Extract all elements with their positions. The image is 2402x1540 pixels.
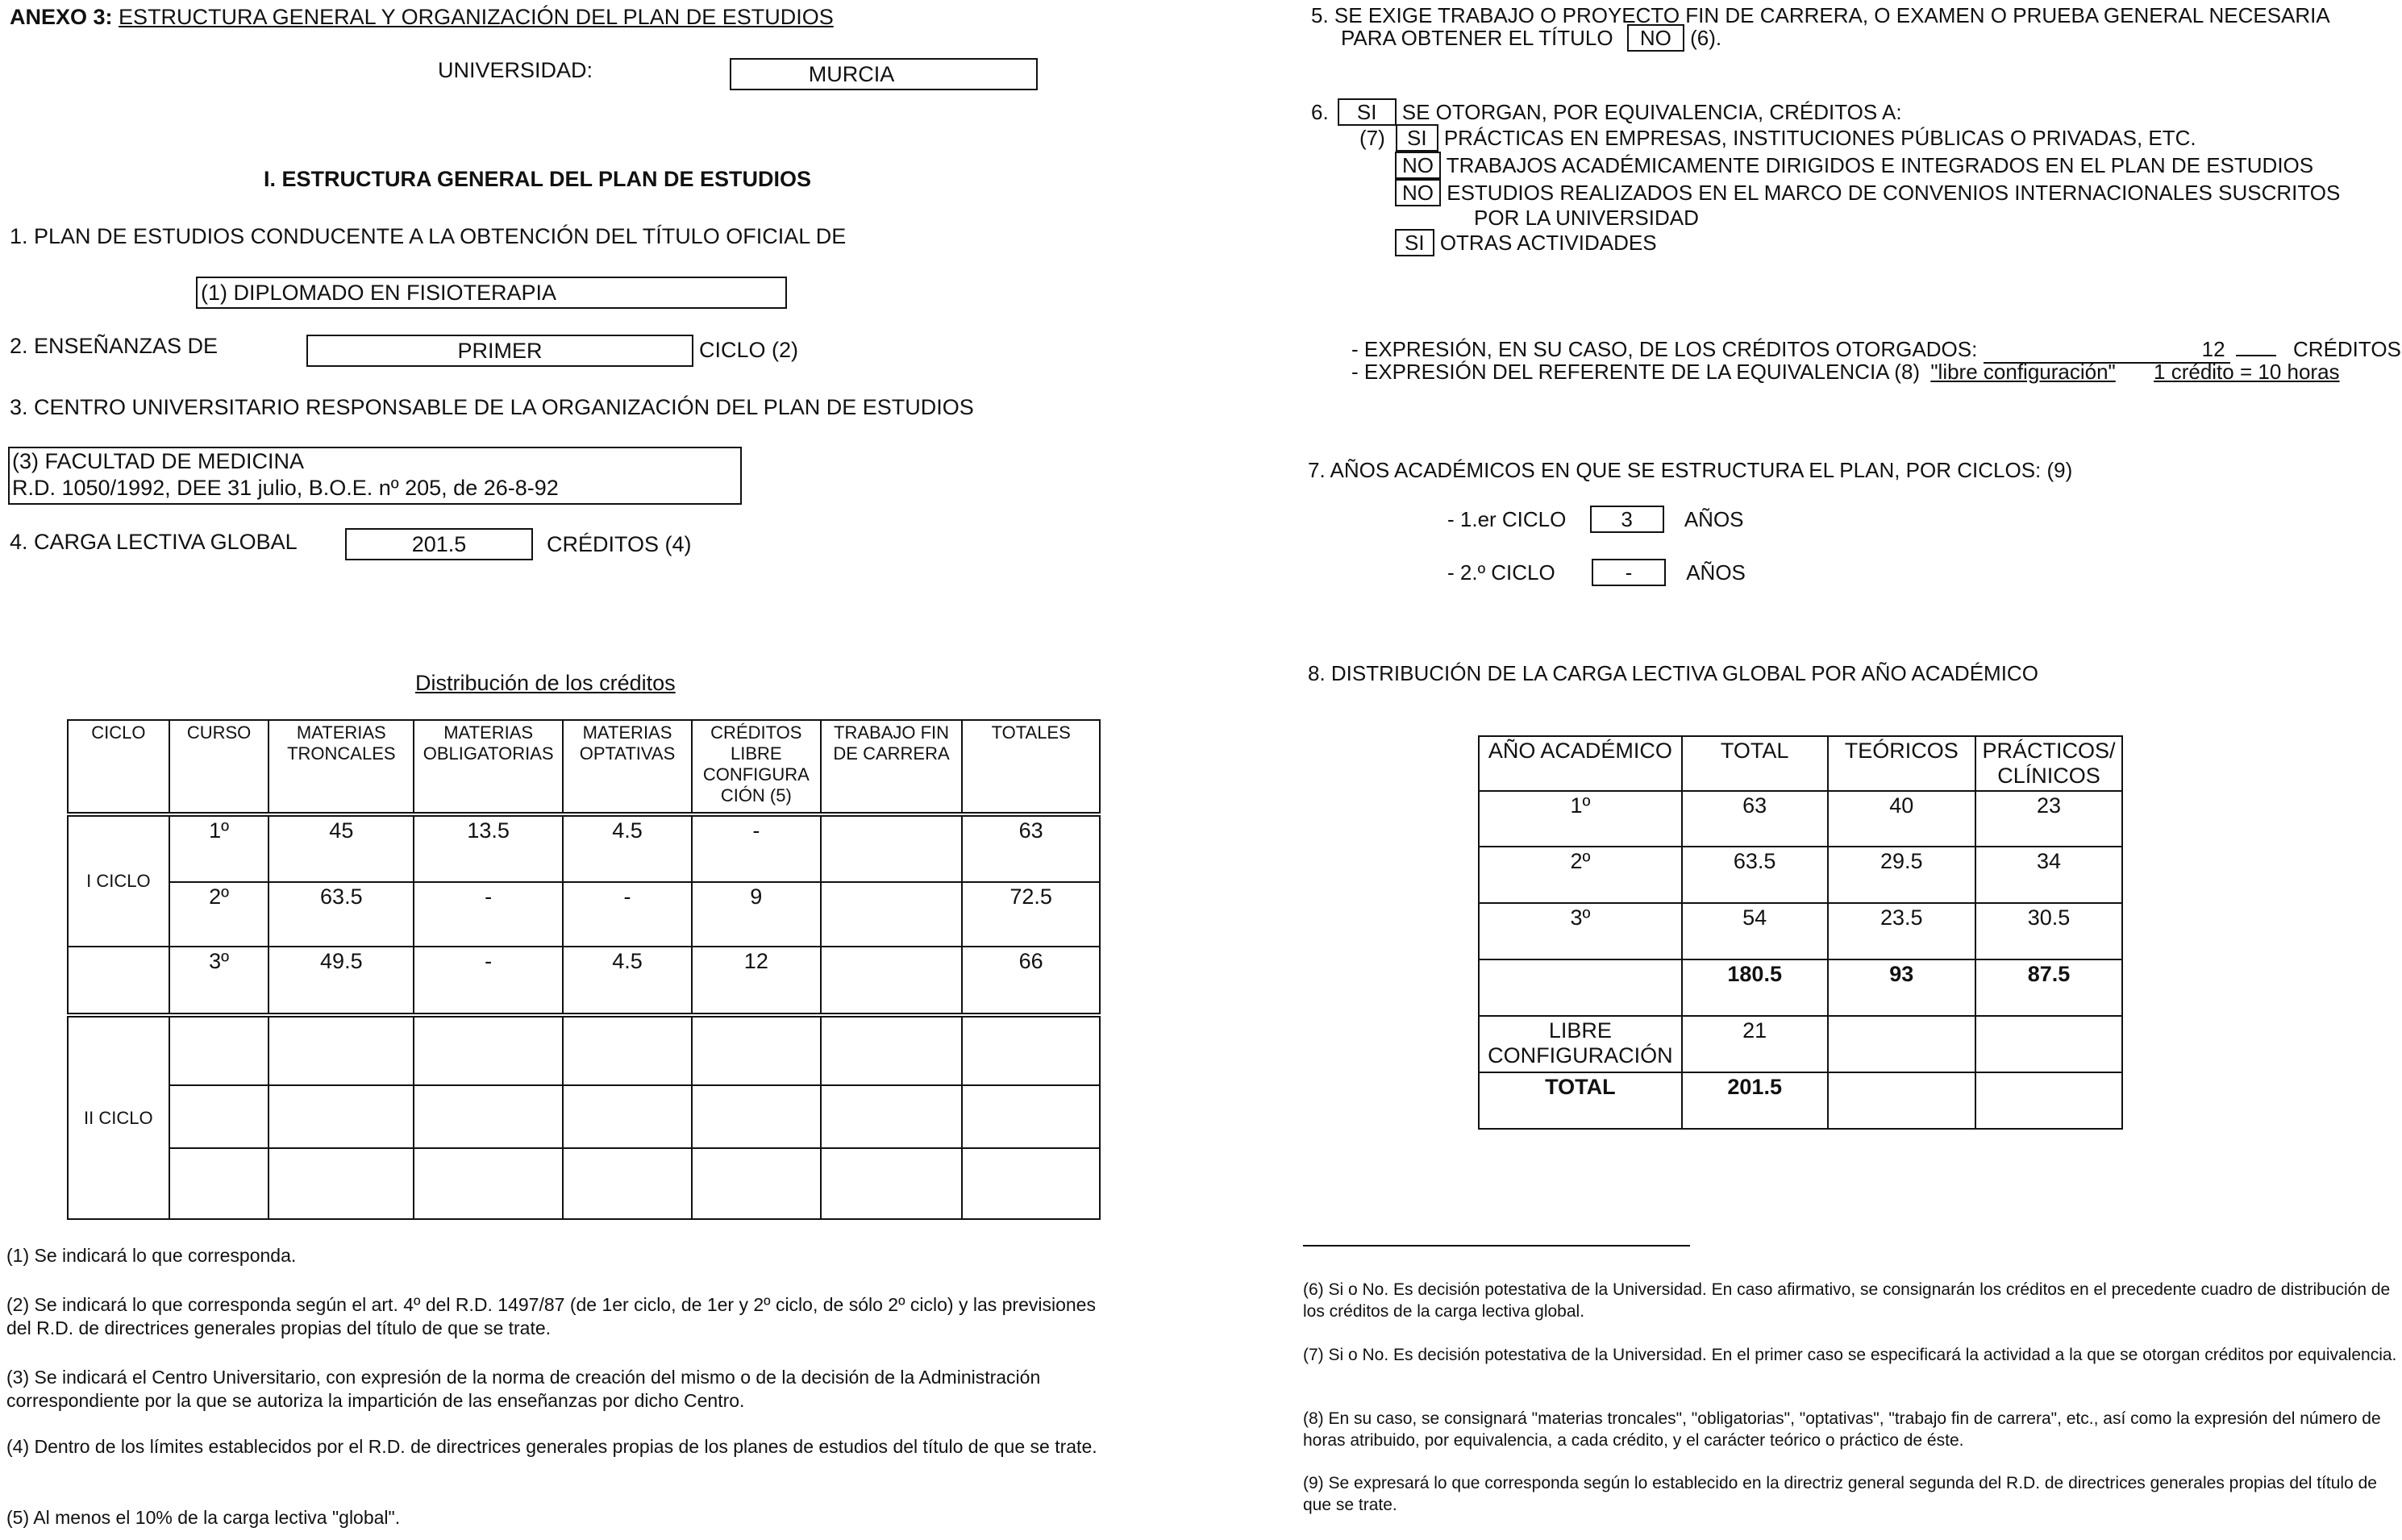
table-row bbox=[1479, 903, 2122, 959]
table-cell bbox=[821, 947, 963, 1015]
table-cell: 2º bbox=[169, 882, 269, 947]
libre-value: 21 bbox=[1682, 1016, 1828, 1072]
header-cell: TOTAL bbox=[1682, 736, 1828, 791]
cycle-value: PRIMER bbox=[457, 339, 543, 363]
option-row bbox=[1359, 229, 2340, 256]
equivalence-reference-label: - EXPRESIÓN DEL REFERENTE DE LA EQUIVALENCIA (8) bbox=[1351, 360, 1921, 384]
university-field bbox=[730, 58, 1038, 90]
degree-field bbox=[196, 277, 787, 309]
table-cell: 63 bbox=[962, 814, 1100, 882]
equivalence-options bbox=[1359, 124, 2340, 256]
table-row bbox=[68, 814, 1100, 882]
option-row bbox=[1359, 124, 2340, 152]
footnote-1: (1) Se indicará lo que corresponda. bbox=[6, 1245, 297, 1266]
annex-title: ESTRUCTURA GENERAL Y ORGANIZACIÓN DEL PLAN DE ESTUDIOS bbox=[119, 5, 834, 29]
option-value: NO bbox=[1395, 152, 1441, 179]
table-row bbox=[1479, 847, 2122, 903]
cycle-label: II CICLO bbox=[68, 1015, 169, 1219]
total-label: TOTAL bbox=[1479, 1072, 1682, 1129]
table-cell: 40 bbox=[1828, 791, 1976, 847]
cycle2-value: - bbox=[1592, 559, 1666, 586]
libre-label: LIBRE CONFIGURACIÓN bbox=[1479, 1016, 1682, 1072]
cycle1-label: - 1.er CICLO bbox=[1447, 507, 1567, 531]
table-cell bbox=[821, 814, 963, 882]
item6-label: SE OTORGAN, POR EQUIVALENCIA, CRÉDITOS A: bbox=[1401, 100, 1902, 124]
table-cell: 23 bbox=[1975, 791, 2122, 847]
table-cell: 66 bbox=[962, 947, 1100, 1015]
subtotal-row bbox=[1479, 959, 2122, 1016]
item5-line1: 5. SE EXIGE TRABAJO O PROYECTO FIN DE CARRERA, O EXAMEN O PRUEBA GENERAL NECESARIA bbox=[1311, 3, 2330, 27]
footnote-8: (8) En su caso, se consignará "materias troncales", "obligatorias", "optativas", "trabajo fin de carrera", etc., así como la expresión del número de horas atribuido, por equivalencia, a cada crédito, y el carácter teórico o práctico de éste. bbox=[1303, 1409, 2381, 1450]
header-cell: CICLO bbox=[68, 720, 169, 814]
header-cell: AÑO ACADÉMICO bbox=[1479, 736, 1682, 791]
table-cell: 34 bbox=[1975, 847, 2122, 903]
centre-name: (3) FACULTAD DE MEDICINA bbox=[12, 449, 305, 473]
equivalence-value: SI bbox=[1338, 98, 1397, 126]
table-cell: 63 bbox=[1682, 791, 1828, 847]
footnote-6: (6) Si o No. Es decisión potestativa de la Universidad. En caso afirmativo, se consignarán los créditos en el precedente cuadro de distribución de los créditos de la carga lectiva global. bbox=[1303, 1280, 2391, 1321]
equivalence-hours: 1 crédito = 10 horas bbox=[2154, 360, 2340, 384]
table-row bbox=[68, 1148, 1100, 1219]
total-row bbox=[1479, 1072, 2122, 1129]
table-cell: 93 bbox=[1828, 959, 1976, 1016]
credits-awarded-unit: CRÉDITOS bbox=[2293, 337, 2401, 361]
option-value: NO bbox=[1395, 179, 1441, 206]
cycle-field bbox=[306, 335, 693, 367]
header-cell: TRABAJO FIN DE CARRERA bbox=[821, 720, 963, 814]
final-project-value: NO bbox=[1627, 24, 1684, 52]
table-row bbox=[1479, 1016, 2122, 1072]
cycle-label: I CICLO bbox=[68, 814, 169, 947]
table-cell: 63.5 bbox=[269, 882, 414, 947]
table-cell bbox=[1479, 959, 1682, 1016]
option-label: PRÁCTICAS EN EMPRESAS, INSTITUCIONES PÚBLICAS O PRIVADAS, ETC. bbox=[1443, 126, 2196, 150]
header-cell: CRÉDITOS LIBRE CONFIGURA CIÓN (5) bbox=[692, 720, 821, 814]
item2-label: 2. ENSEÑANZAS DE bbox=[10, 334, 219, 358]
table-row bbox=[68, 947, 1100, 1015]
academic-year-table bbox=[1478, 735, 2123, 1130]
option-value: SI bbox=[1396, 124, 1438, 152]
option-label: ESTUDIOS REALIZADOS EN EL MARCO DE CONVENIOS INTERNACIONALES SUSCRITOS bbox=[1447, 181, 2341, 205]
table-cell: 87.5 bbox=[1975, 959, 2122, 1016]
table-cell: 30.5 bbox=[1975, 903, 2122, 959]
total-value: 201.5 bbox=[1682, 1072, 1828, 1129]
table-cell: - bbox=[563, 882, 692, 947]
load-field bbox=[345, 528, 533, 560]
item7-label: 7. AÑOS ACADÉMICOS EN QUE SE ESTRUCTURA EL PLAN, POR CICLOS: (9) bbox=[1308, 458, 2073, 482]
section-title: I. ESTRUCTURA GENERAL DEL PLAN DE ESTUDIOS bbox=[264, 167, 812, 191]
item5-line2 bbox=[1341, 24, 1721, 52]
equivalence-reference bbox=[1351, 360, 2340, 385]
credit-distribution-table bbox=[67, 719, 1101, 1220]
cycle2-years bbox=[1447, 559, 1746, 586]
table-cell: 72.5 bbox=[962, 882, 1100, 947]
table-row bbox=[68, 1015, 1100, 1085]
degree-value: (1) DIPLOMADO EN FISIOTERAPIA bbox=[201, 281, 557, 305]
item5-label: PARA OBTENER EL TÍTULO bbox=[1341, 26, 1613, 50]
option-value: SI bbox=[1395, 229, 1434, 256]
item3-label: 3. CENTRO UNIVERSITARIO RESPONSABLE DE LA ORGANIZACIÓN DEL PLAN DE ESTUDIOS bbox=[10, 395, 974, 419]
footnote-3: (3) Se indicará el Centro Universitario, con expresión de la norma de creación del mismo o de la decisión de la Administración correspondiente por la que se autoriza la impartición de las enseñanzas por dicho Centro. bbox=[6, 1367, 1041, 1411]
centre-norm: R.D. 1050/1992, DEE 31 julio, B.O.E. nº 205, de 26-8-92 bbox=[12, 476, 559, 500]
header-cell: CURSO bbox=[169, 720, 269, 814]
table-cell: 13.5 bbox=[414, 814, 563, 882]
option-row bbox=[1359, 152, 2340, 179]
header-cell: MATERIAS OBLIGATORIAS bbox=[414, 720, 563, 814]
table-cell: 29.5 bbox=[1828, 847, 1976, 903]
item6-header bbox=[1311, 98, 1902, 126]
table-cell: 54 bbox=[1682, 903, 1828, 959]
credits-awarded-label: - EXPRESIÓN, EN SU CASO, DE LOS CRÉDITOS OTORGADOS: bbox=[1351, 337, 1978, 361]
table-cell: 23.5 bbox=[1828, 903, 1976, 959]
university-label: UNIVERSIDAD: bbox=[438, 58, 593, 82]
header-cell: TEÓRICOS bbox=[1828, 736, 1976, 791]
item6-number: 6. bbox=[1311, 100, 1329, 124]
table-cell: 1º bbox=[169, 814, 269, 882]
option-continuation: POR LA UNIVERSIDAD bbox=[1474, 206, 1699, 230]
table-cell: 12 bbox=[692, 947, 821, 1015]
header-cell: TOTALES bbox=[962, 720, 1100, 814]
cycle-suffix: CICLO (2) bbox=[699, 338, 799, 362]
footnote-7: (7) Si o No. Es decisión potestativa de la Universidad. En el primer caso se especificará la actividad a la que se otorgan créditos por equivalencia. bbox=[1303, 1346, 2397, 1364]
table-row bbox=[68, 1085, 1100, 1148]
cycle1-value: 3 bbox=[1590, 506, 1664, 533]
table-cell: 49.5 bbox=[269, 947, 414, 1015]
option-label: OTRAS ACTIVIDADES bbox=[1439, 231, 1657, 255]
university-value: MURCIA bbox=[808, 62, 895, 86]
header-cell: MATERIAS TRONCALES bbox=[269, 720, 414, 814]
cycle1-unit: AÑOS bbox=[1684, 507, 1744, 531]
cycle2-unit: AÑOS bbox=[1686, 560, 1746, 585]
load-value: 201.5 bbox=[411, 532, 467, 556]
annex-number: ANEXO 3: bbox=[10, 5, 113, 29]
table-cell: - bbox=[414, 947, 563, 1015]
table-header-row bbox=[1479, 736, 2122, 791]
item5-suffix: (6). bbox=[1690, 26, 1722, 50]
footnote-5: (5) Al menos el 10% de la carga lectiva "global". bbox=[6, 1507, 401, 1528]
table-cell: 9 bbox=[692, 882, 821, 947]
table-cell: 2º bbox=[1479, 847, 1682, 903]
footnote-divider bbox=[1303, 1245, 1690, 1247]
item1-label: 1. PLAN DE ESTUDIOS CONDUCENTE A LA OBTENCIÓN DEL TÍTULO OFICIAL DE bbox=[10, 224, 847, 248]
item8-label: 8. DISTRIBUCIÓN DE LA CARGA LECTIVA GLOBAL POR AÑO ACADÉMICO bbox=[1308, 661, 2038, 685]
distribution-title: Distribución de los créditos bbox=[415, 671, 676, 695]
footnote-9: (9) Se expresará lo que corresponda según lo establecido en la directriz general segunda del R.D. de directrices generales propias del título de que se trate. bbox=[1303, 1474, 2377, 1514]
footnote-2: (2) Se indicará lo que corresponda según el art. 4º del R.D. 1497/87 (de 1er ciclo, de 1er y 2º ciclo, de sólo 2º ciclo) y las previsiones del R.D. de directrices generales propias del título de que se trate. bbox=[6, 1294, 1096, 1338]
table-cell: 3º bbox=[169, 947, 269, 1015]
cycle2-label: - 2.º CICLO bbox=[1447, 560, 1555, 585]
table-cell: 4.5 bbox=[563, 814, 692, 882]
table-row bbox=[68, 882, 1100, 947]
table-cell bbox=[821, 882, 963, 947]
table-cell: 1º bbox=[1479, 791, 1682, 847]
table-cell: 4.5 bbox=[563, 947, 692, 1015]
table-cell: - bbox=[692, 814, 821, 882]
table-cell: 63.5 bbox=[1682, 847, 1828, 903]
table-header-row bbox=[68, 720, 1100, 814]
table-cell: 180.5 bbox=[1682, 959, 1828, 1016]
item4-label: 4. CARGA LECTIVA GLOBAL bbox=[10, 530, 298, 554]
credits-awarded-value: 12 bbox=[1984, 337, 2230, 364]
option-note: (7) bbox=[1359, 126, 1385, 150]
footnote-4: (4) Dentro de los límites establecidos por el R.D. de directrices generales propias de los planes de estudios del título de que se trate. bbox=[6, 1436, 1097, 1457]
header-cell: MATERIAS OPTATIVAS bbox=[563, 720, 692, 814]
table-cell: 45 bbox=[269, 814, 414, 882]
table-cell: 3º bbox=[1479, 903, 1682, 959]
centre-field bbox=[8, 447, 742, 505]
table-cell: - bbox=[414, 882, 563, 947]
equivalence-reference-value: "libre configuración" bbox=[1930, 360, 2116, 384]
table-row bbox=[1479, 791, 2122, 847]
option-label: TRABAJOS ACADÉMICAMENTE DIRIGIDOS E INTEGRADOS EN EL PLAN DE ESTUDIOS bbox=[1446, 153, 2314, 177]
load-suffix: CRÉDITOS (4) bbox=[547, 532, 692, 556]
header-cell: PRÁCTICOS/ CLÍNICOS bbox=[1975, 736, 2122, 791]
option-row bbox=[1359, 179, 2340, 206]
cycle1-years bbox=[1447, 506, 1744, 533]
annex-header bbox=[10, 5, 834, 30]
